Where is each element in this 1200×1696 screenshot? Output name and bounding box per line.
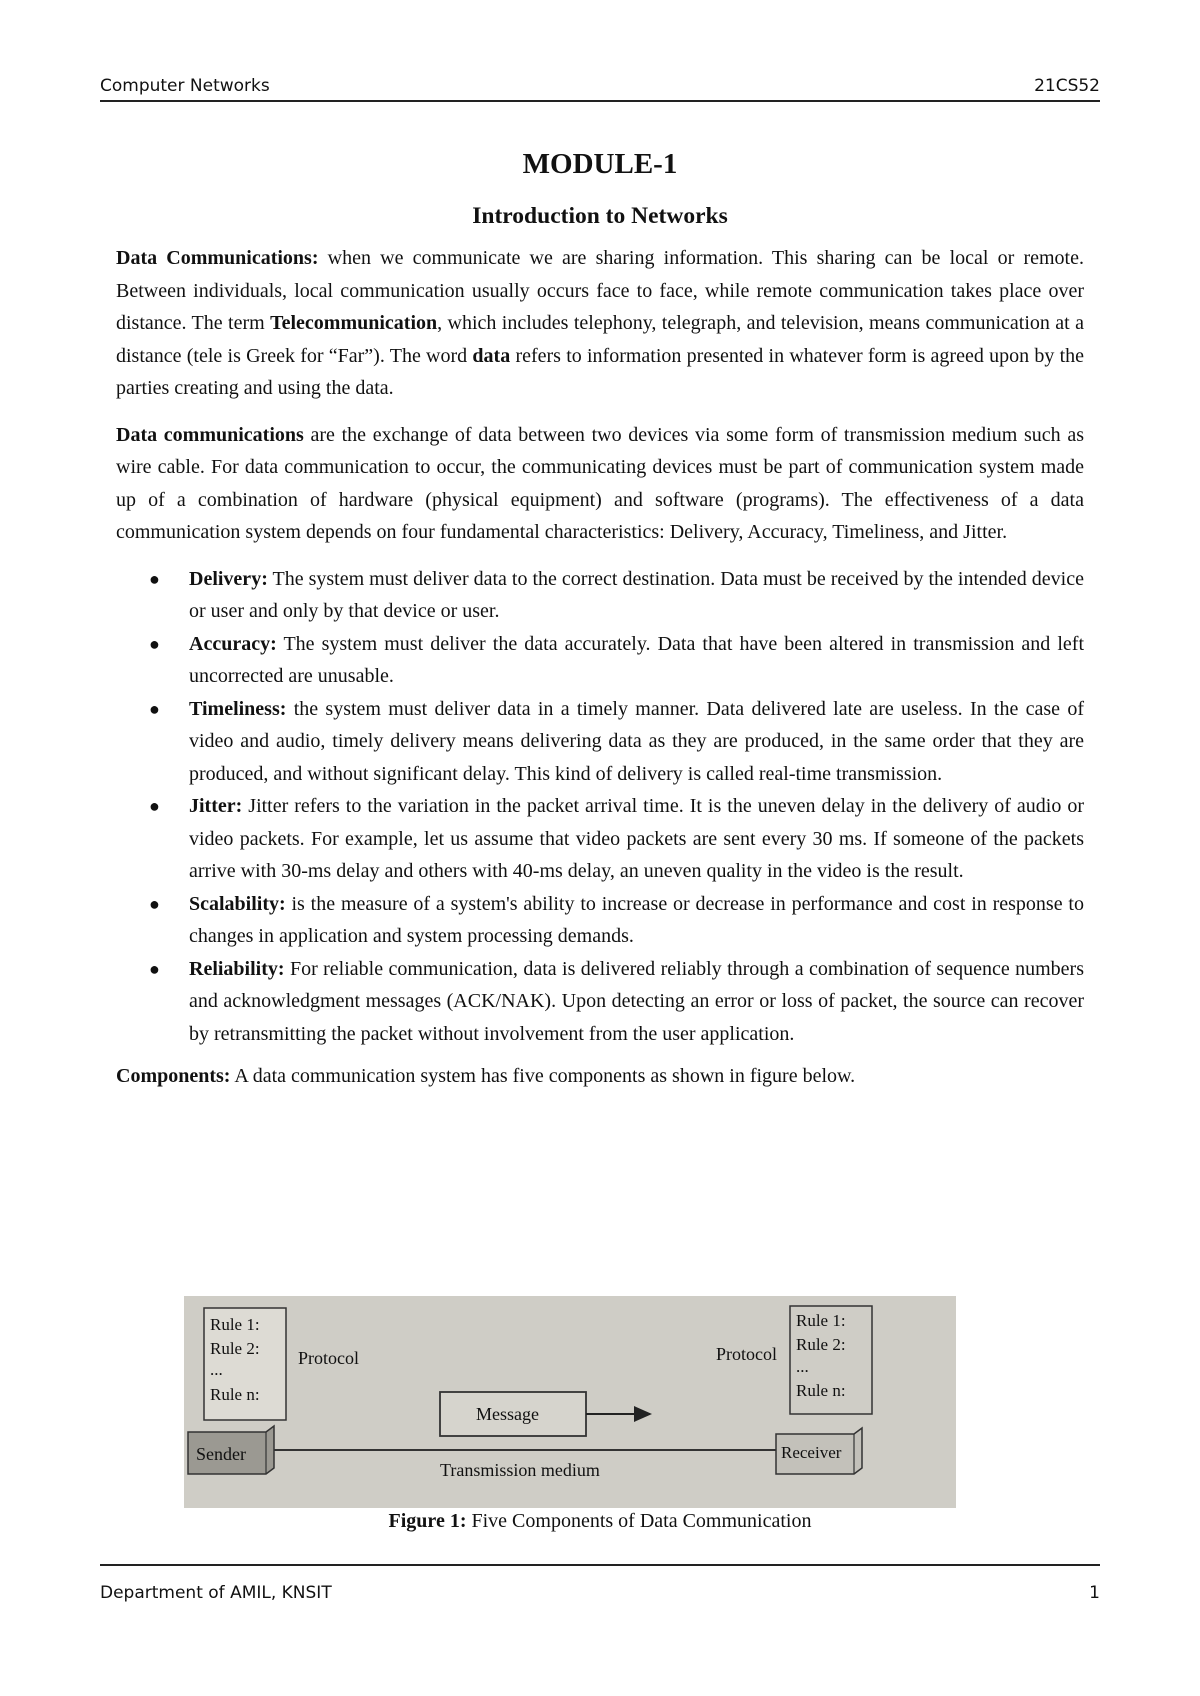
bullet-icon: ● [149, 796, 160, 816]
bullet-icon: ● [149, 893, 160, 914]
protocol-label-right: Protocol [716, 1344, 777, 1364]
page-header [100, 76, 1100, 100]
list-item: ● Reliability: For reliable communication, data is delivered reliably through a combination of sequence numbers and acknowledgment messages (ACK/NAK). Upon detecting an error or loss of packet, the source can recover by retransmitting the packet without involvement from the user application. [189, 953, 1084, 1051]
term: data [472, 344, 511, 367]
protocol-label-left: Protocol [298, 1348, 359, 1368]
bullet-icon: ● [149, 958, 160, 979]
footer-rule [100, 1564, 1100, 1566]
rule-text: Rule 2: [210, 1339, 260, 1358]
rule-text: Rule n: [210, 1385, 260, 1404]
rule-text: Rule 1: [796, 1311, 846, 1330]
rule-text: Rule 2: [796, 1335, 846, 1354]
bullet-icon: ● [149, 633, 160, 654]
rule-text: Rule 1: [210, 1315, 260, 1334]
figure-caption: Figure 1: Five Components of Data Communication [388, 1510, 812, 1532]
page-number: 1 [1089, 1583, 1100, 1603]
header-course-code: 21CS52 [1034, 76, 1100, 96]
page-body [116, 140, 1084, 1093]
paragraph-exchange: Data communications are the exchange of data between two devices via some form of transmission medium such as wire cable. For data communication to occur, the communicating devices must be part of communication system made up of a combination of hardware (physical equipment) and software (programs). The effectiveness of a data communication system depends on four fundamental characteristics: Delivery, Accuracy, Timeliness, and Jitter. [116, 423, 1084, 543]
rule-text: ... [796, 1357, 809, 1376]
list-item: ● Accuracy: The system must deliver the data accurately. Data that have been altered in transmission and left uncorrected are unusable. [189, 628, 1084, 693]
module-title: MODULE-1 [522, 148, 678, 180]
medium-label: Transmission medium [440, 1460, 600, 1480]
rule-text: ... [210, 1360, 223, 1379]
term: Components: [116, 1065, 231, 1087]
header-course: Computer Networks [100, 76, 270, 96]
figure-diagram [184, 1296, 956, 1508]
section-title: Introduction to Networks [472, 203, 728, 229]
list-item: ● Jitter: Jitter refers to the variation in the packet arrival time. It is the uneven delay in the delivery of audio or video packets. For example, let us assume that video packets are sent every 30 ms. If someone of the packets arrive with 30-ms delay and others with 40-ms delay, an uneven quality in the video is the result. [189, 790, 1084, 888]
message-label: Message [476, 1404, 539, 1424]
receiver-label: Receiver [781, 1443, 842, 1462]
term: Telecommunication [270, 312, 438, 334]
rule-text: Rule n: [796, 1381, 846, 1400]
list-item: ● Timeliness: the system must deliver data in a timely manner. Data delivered late are useless. In the case of video and audio, timely delivery means delivering data as they are produced, in the same order that they are produced, and without significant delay. This kind of delivery is called real-time transmission. [189, 693, 1084, 791]
header-rule [100, 100, 1100, 102]
bullet-icon: ● [149, 698, 160, 719]
list-item: ● Scalability: is the measure of a system's ability to increase or decrease in performance and cost in response to changes in application and system processing demands. [189, 888, 1084, 953]
paragraph-components: Components: A data communication system has five components as shown in figure below. [116, 1065, 856, 1087]
footer-department: Department of AMIL, KNSIT [100, 1583, 332, 1603]
components-figure [184, 1296, 956, 1508]
sender-label: Sender [196, 1444, 246, 1464]
bullet-icon: ● [149, 568, 160, 589]
characteristics-list [116, 563, 1084, 1051]
paragraph-data-communications: Data Communications: when we communicate we are sharing information. This sharing can be local or remote. Between individuals, local communication usually occurs face to face, while remote communication takes place over distance. The term Telecommunication, which includes telephony, telegraph, and television, means communication at a distance (tele is Greek for “Far”). The word data refers to information presented in whatever form is agreed upon by the parties creating and using the data. [116, 247, 1084, 399]
term: Data communications [116, 423, 304, 446]
list-item: ● Delivery: The system must deliver data to the correct destination. Data must be received by the intended device or user and only by that device or user. [189, 563, 1084, 628]
term: Data Communications: [116, 247, 319, 269]
